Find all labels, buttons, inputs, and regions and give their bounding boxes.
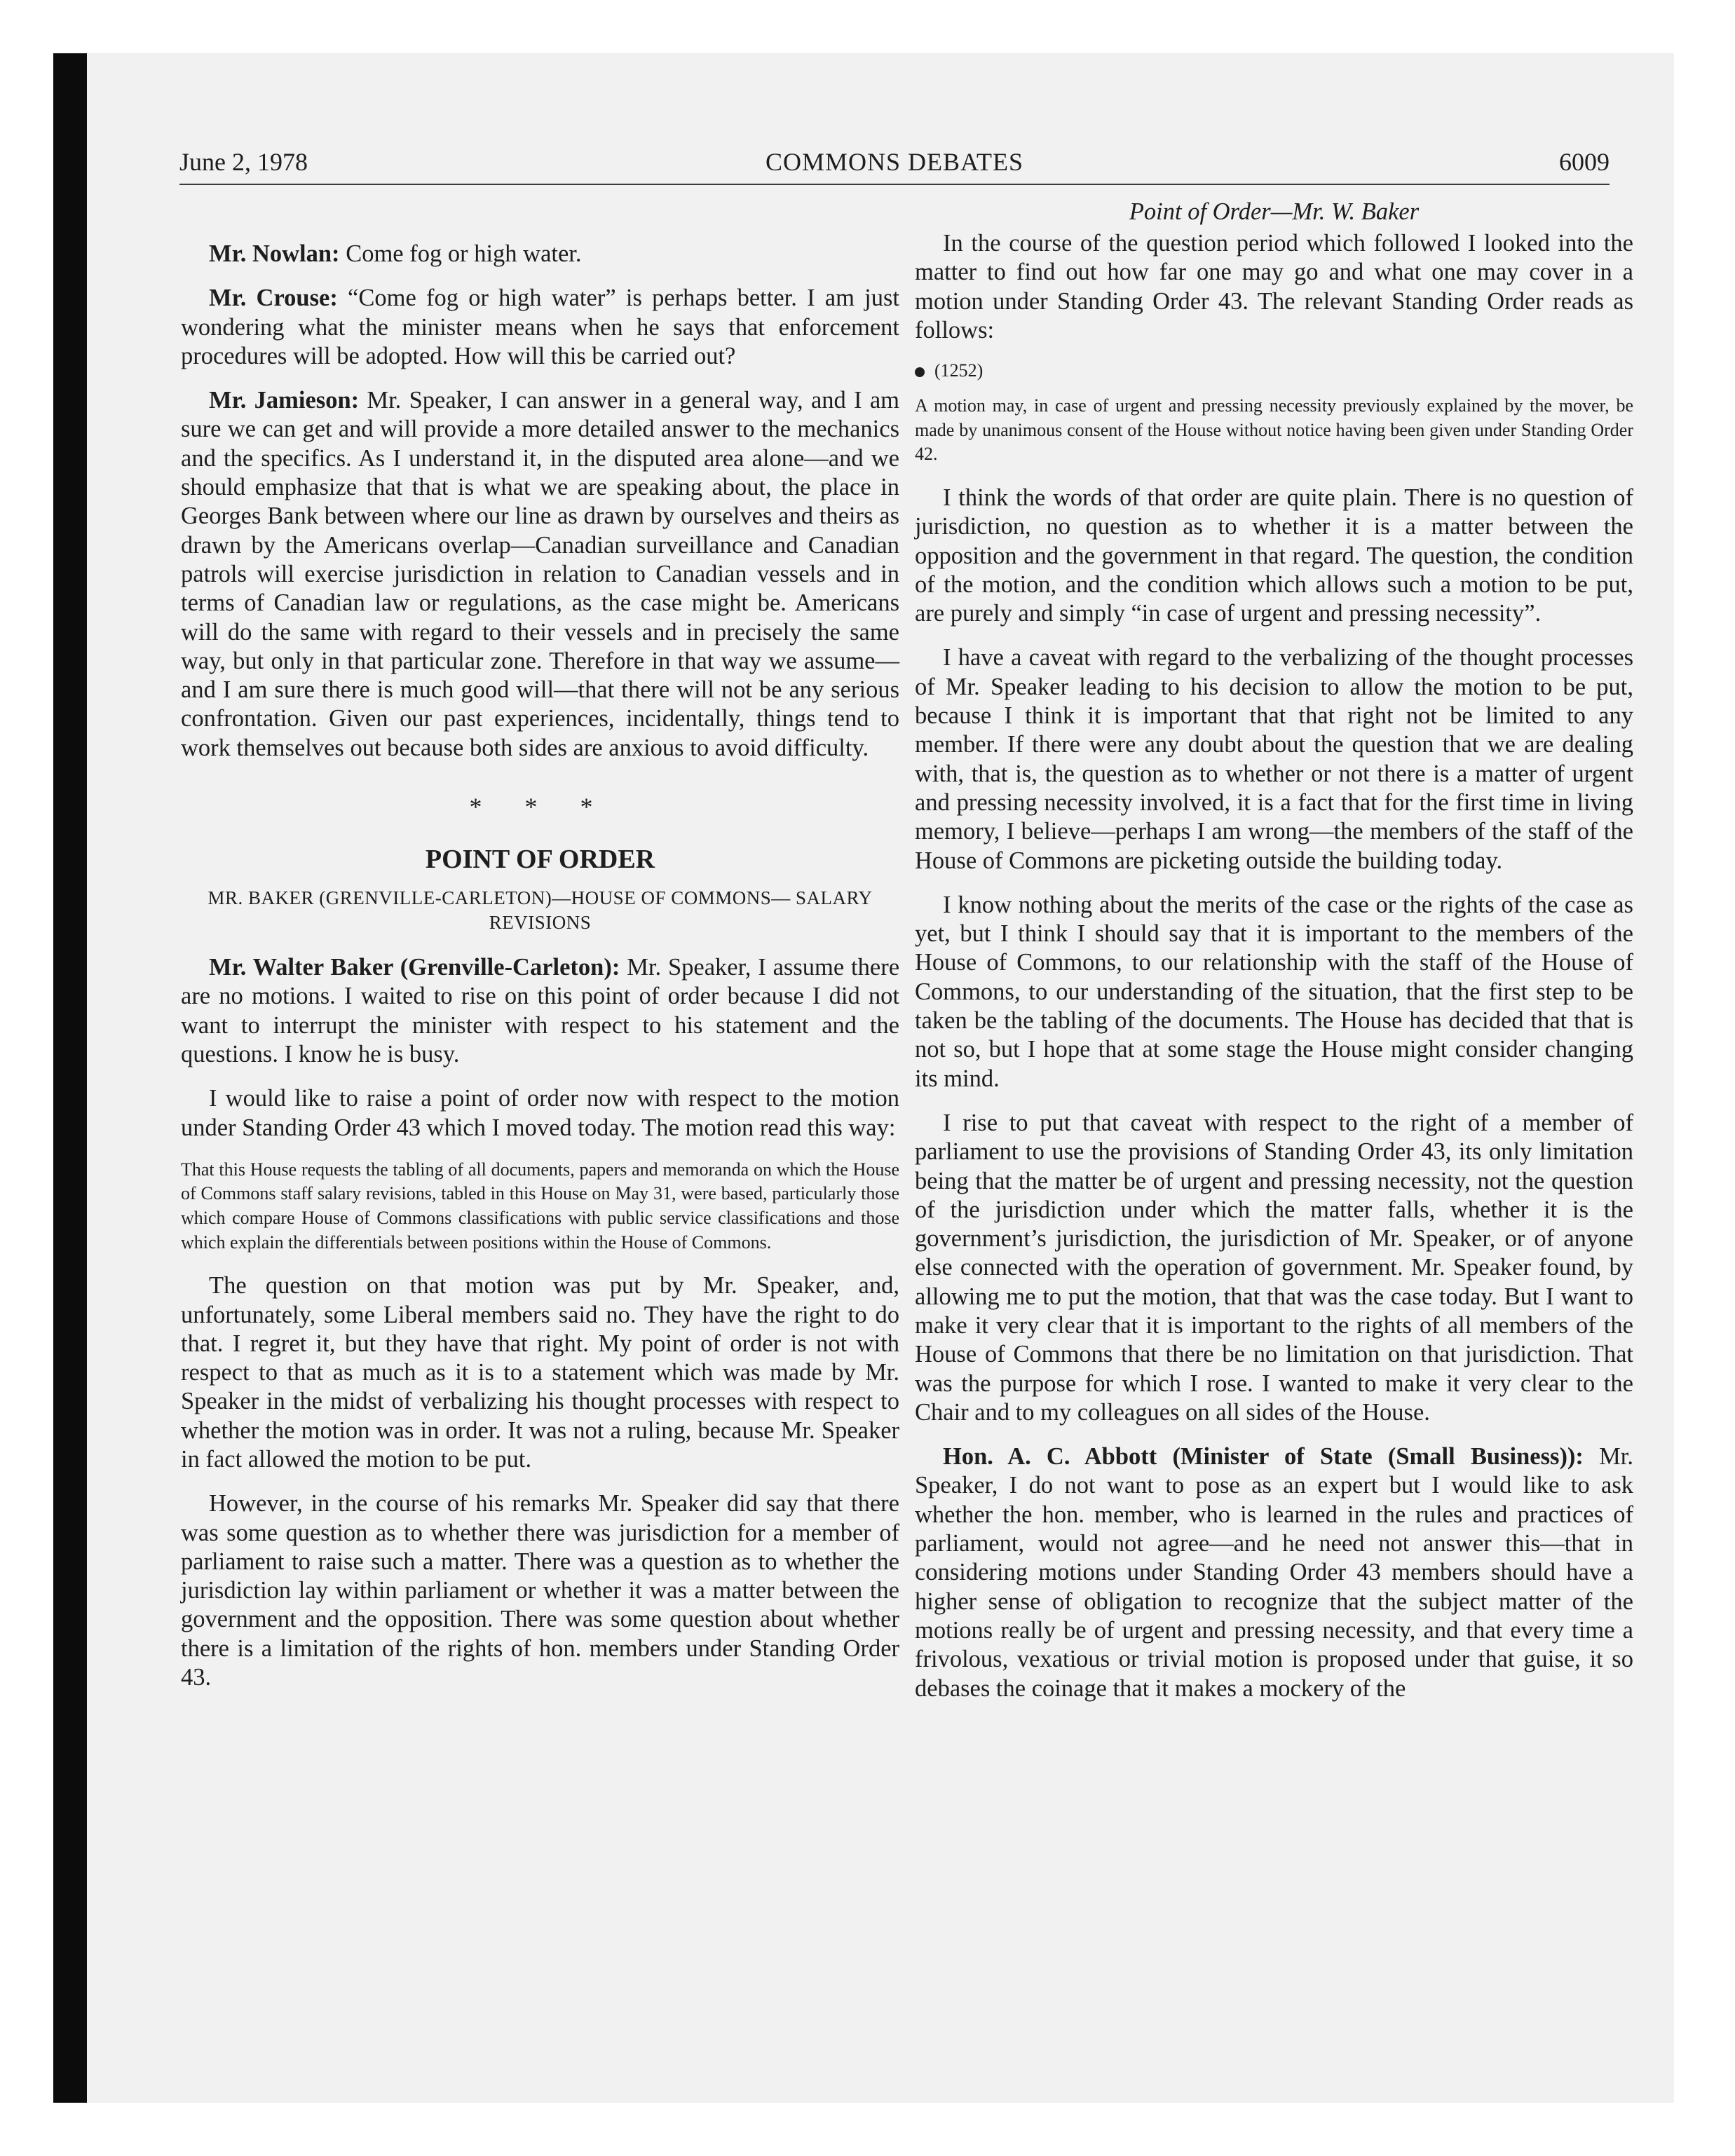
paragraph: I know nothing about the merits of the case or the rights of the case as yet, but I think I should say that it is important to the members of the House of Commons, to our relationship with the staff of the House of Commons, to our understanding of the situation, that the first step to be taken be the tabling of the documents. The House has decided that that is not so, but I hope that at some stage the House might consider changing its mind. (915, 891, 1633, 1092)
section-title: POINT OF ORDER (425, 845, 655, 875)
speaker-name: Mr. Walter Baker (Grenville-Carleton): (209, 954, 620, 981)
speech-text: Mr. Speaker, I assume there are no motions. I waited to rise on this point of order because I did not want to interrupt the minister with respect to his statement and the questions. I know he is busy. (181, 954, 900, 1067)
speech-text: Mr. Speaker, I can answer in a general way, and I am sure we can get and will provide a more detailed answer to the mechanics and the specifics. As I understand it, in the disputed area alone—and we should emphasize that that is what we are speaking about, the place in Georges Bank between where our line as drawn by ourselves and theirs as drawn by the Americans overlap—Canadian surveillance and Canadian patrols will exercise jurisdiction in relation to Canadian vessels and in terms of Canadian law or regulations, as the case might be. Americans will do the same with regard to their vessels and in precisely the same way, but only in that particular zone. Therefore in that way we assume—and I am sure there is much good will—that there will not be any serious confrontation. Given our past experiences, incidentally, things tend to work themselves out because both sides are anxious to avoid difficulty. (181, 387, 899, 761)
section-subheading: MR. BAKER (GRENVILLE-CARLETON)—HOUSE OF COMMONS— SALARY REVISIONS (207, 887, 873, 934)
running-head: Point of Order—Mr. W. Baker (1129, 198, 1420, 225)
paragraph: However, in the course of his remarks Mr. Speaker did say that there was some question as to whether there was jurisdiction for a member of parliament to raise such a matter. There was a question as to whether the jurisdiction lay within parliament or whether it was a matter between the government and the opposition. There was some question about whether there is a limitation of the rights of hon. members under Standing Order 43. (181, 1490, 899, 1691)
paragraph: I have a caveat with regard to the verbalizing of the thought processes of Mr. Speaker leading to his decision to allow the motion to be put, because I think it is important that that right not be limited to any member. If there were any doubt about the question that we are dealing with, that is, the question as to whether or not there is a matter of urgent and pressing necessity involved, it is a fact that for the first time in living memory, I believe—perhaps I am wrong—the members of the staff of the House of Commons are picketing outside the building today. (915, 644, 1633, 874)
scan-border (53, 53, 87, 2103)
quoted-motion: That this House requests the tabling of all documents, papers and memoranda on which the House of Commons staff salary revisions, tabled in this House on May 31, were based, particularly those which compare House of Commons classifications with public service classifications and those which explain the differentials between positions within the House of Commons. (181, 1159, 899, 1253)
speech-text: Mr. Speaker, I do not want to pose as an expert but I would like to ask whether the hon. member, who is learned in the rules and practices of parliament, would not agree—and he need not answer this—that in considering motions under Standing Order 43 members should have a higher sense of obligation to recognize that the subject matter of the motions really be of urgent and pressing necessity, and that every time a frivolous, vexatious or trivial motion is proposed under that guise, it so debases the coinage that it makes a mockery of the (915, 1443, 1634, 1702)
paragraph: In the course of the question period which followed I looked into the matter to find out how far one may go and what one may cover in a motion under Standing Order 43. The relevant Standing Order reads as follows: (915, 230, 1633, 343)
header-rule (179, 184, 1610, 185)
speaker-name: Mr. Nowlan: (209, 240, 340, 267)
page-header (179, 147, 1610, 186)
header-title: COMMONS DEBATES (765, 148, 1024, 176)
paragraph: I think the words of that order are quite plain. There is no question of jurisdiction, no question as to whether it is a matter between the opposition and the government in that regard. The question, the condition of the motion, and the condition which allows such a motion to be put, are purely and simply “in case of urgent and pressing necessity”. (915, 484, 1633, 627)
quoted-standing-order: A motion may, in case of urgent and pressing necessity previously explained by the mover, be made by unanimous consent of the House without notice having been given under Standing Order 42. (915, 395, 1633, 465)
speaker-name: Mr. Crouse: (209, 285, 338, 312)
paragraph (181, 240, 899, 268)
header-date: June 2, 1978 (179, 148, 308, 176)
paragraph (181, 386, 899, 763)
paragraph: The question on that motion was put by Mr. Speaker, and, unfortunately, some Liberal members said no. They have the right to do that. I regret it, but they have that right. My point of order is not with respect to that as much as it is to a statement which was made by Mr. Speaker in the midst of verbalizing his thought processes with respect to whether the motion was in order. It was not a ruling, because Mr. Speaker in fact allowed the motion to be put. (181, 1272, 899, 1473)
time-marker (915, 360, 1633, 381)
paragraph (181, 284, 899, 371)
speaker-name: Hon. A. C. Abbott (Minister of State (Small Business)): (943, 1443, 1584, 1471)
left-column (181, 198, 899, 1707)
section-separator: * * * (469, 793, 611, 821)
bullet-icon (915, 367, 925, 377)
paragraph: I would like to raise a point of order now with respect to the motion under Standing Order 43 which I moved today. The motion read this way: (181, 1085, 899, 1141)
speech-text: Come fog or high water. (339, 240, 582, 267)
speech-text: “Come fog or high water” is perhaps better. I am just wondering what the minister means when he says that enforcement procedures will be adopted. How will this be carried out? (181, 285, 899, 369)
right-column (915, 198, 1633, 1719)
time-marker-text: (1252) (934, 360, 984, 381)
paragraph (915, 1442, 1633, 1703)
speaker-name: Mr. Jamieson: (209, 387, 360, 414)
page-number: 6009 (1559, 148, 1610, 176)
paragraph: I rise to put that caveat with respect to the right of a member of parliament to use the provisions of Standing Order 43, its only limitation being that the matter be of urgent and pressing necessity, not the question of the jurisdiction under which the matter falls, whether it is the government’s jurisdiction, the jurisdiction of Mr. Speaker, or of anyone else connected with the operation of government. Mr. Speaker found, by allowing me to put the motion, that that was the case today. But I want to make it very clear that it is important to the rights of all members of the House of Commons that there be no limitation on that jurisdiction. That was the purpose for which I rose. I wanted to make it very clear to the Chair and to my colleagues on all sides of the House. (915, 1109, 1633, 1426)
paragraph (181, 953, 899, 1069)
